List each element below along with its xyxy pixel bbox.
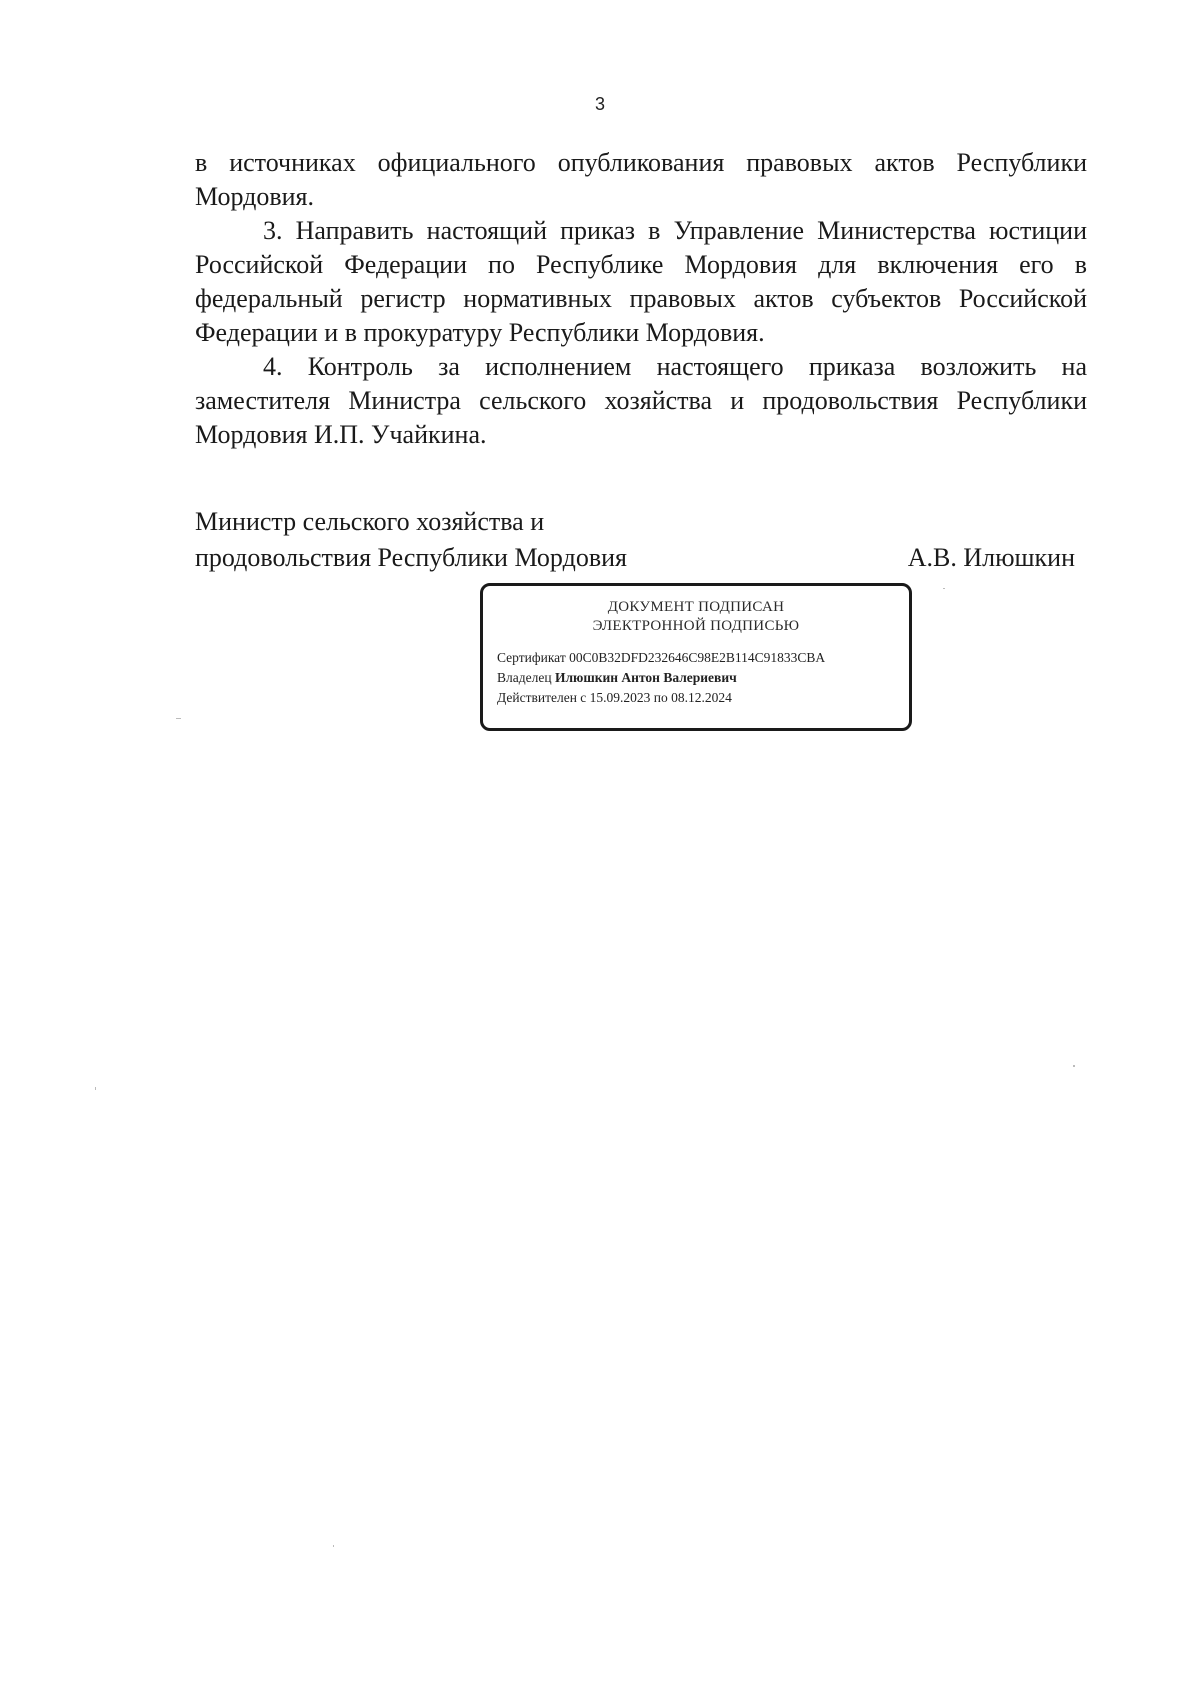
paragraph-item-4: 4. Контроль за исполнением настоящего приказа возложить на заместителя Министра сельского хозяйства и продовольствия Республики Мордовия И.П. Учайкина. [195, 352, 1087, 449]
scan-speck [95, 1087, 96, 1090]
stamp-title-line-2: ЭЛЕКТРОННОЙ ПОДПИСЬЮ [592, 618, 800, 634]
signatory-position-line-2: продовольствия Республики Мордовия [195, 543, 627, 572]
stamp-valid-to: 08.12.2024 [671, 690, 732, 705]
stamp-valid-to-label: по [653, 690, 668, 705]
paragraph-continuation: в источниках официального опубликования правовых актов Республики Мордовия. [195, 148, 1087, 211]
document-body [195, 146, 1087, 452]
page-number: 3 [594, 94, 605, 114]
scan-speck [943, 588, 945, 589]
signatory-position-line-1: Министр сельского хозяйства и [195, 507, 545, 536]
signature-block [195, 504, 1075, 576]
stamp-owner-line [497, 668, 895, 688]
stamp-certificate-label: Сертификат [497, 650, 566, 665]
signatory-name: А.В. Илюшкин [907, 543, 1075, 572]
electronic-signature-stamp [480, 583, 912, 731]
stamp-valid-from: 15.09.2023 [589, 690, 651, 705]
stamp-valid-label: Действителен с [497, 690, 587, 705]
scan-speck [1073, 1065, 1075, 1067]
scan-speck [333, 1545, 334, 1547]
stamp-title-line-1: ДОКУМЕНТ ПОДПИСАН [607, 599, 785, 615]
stamp-details [497, 648, 895, 708]
paragraph-item-3: 3. Направить настоящий приказ в Управление Министерства юстиции Российской Федерации по Республике Мордовия для включения его в федеральный регистр нормативных правовых актов субъектов Российской Федерации и в прокуратуру Республики Мордовия. [195, 216, 1087, 347]
stamp-owner-value: Илюшкин Антон Валериевич [554, 670, 737, 685]
stamp-owner-label: Владелец [497, 670, 552, 685]
stamp-validity-line [497, 688, 895, 708]
scan-speck [176, 718, 181, 719]
stamp-certificate-value: 00C0B32DFD232646C98E2B114C91833CBA [569, 650, 826, 665]
stamp-certificate-line [497, 648, 895, 668]
